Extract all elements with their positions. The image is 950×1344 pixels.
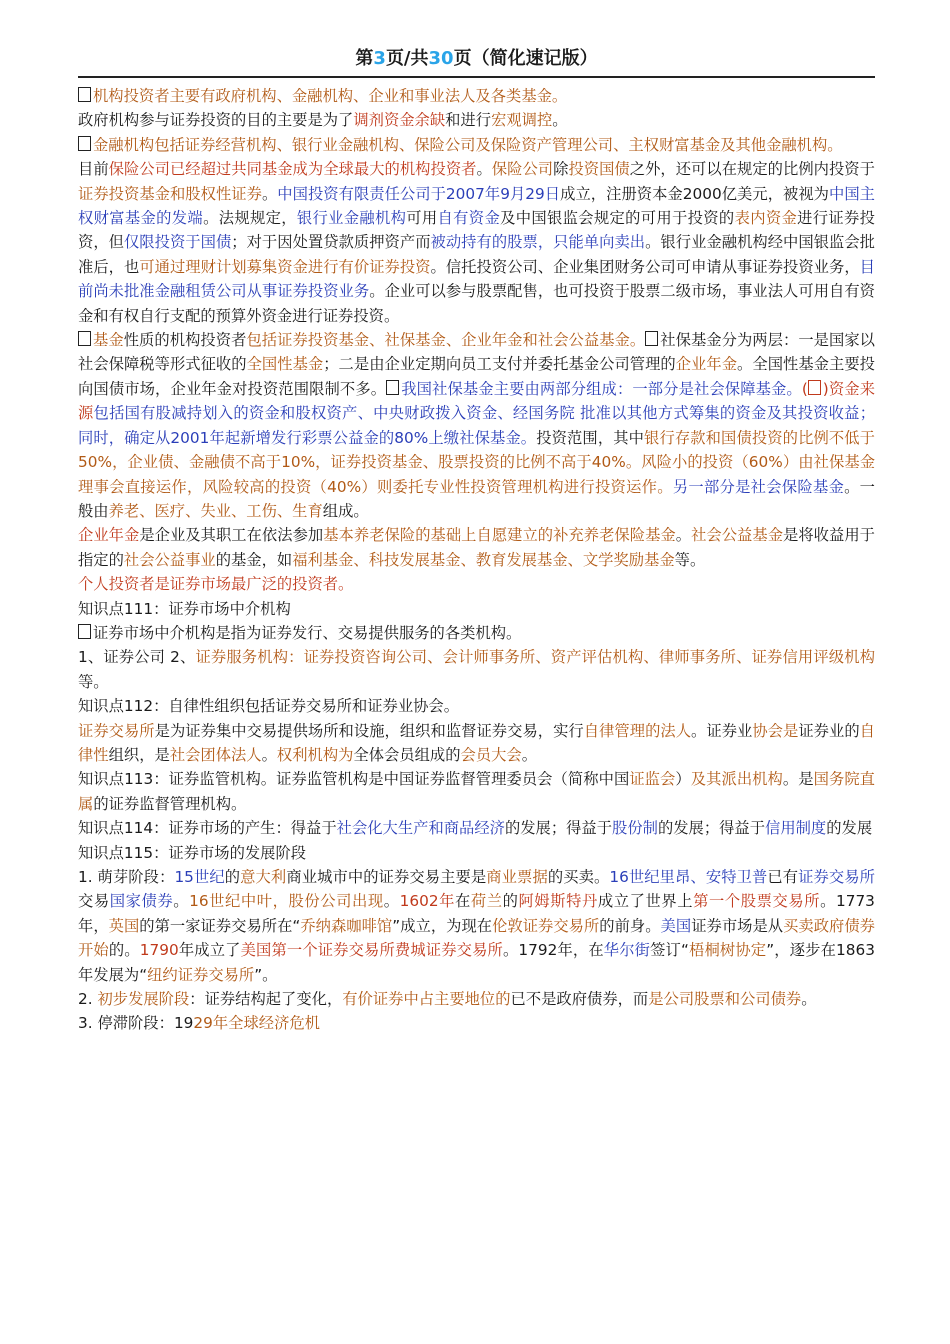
text-run: 的证券监督管理机构。 (93, 794, 247, 813)
paragraph (78, 719, 875, 768)
text-run: 可通过理财计划募集资金进行有价证券投资 (139, 257, 431, 276)
text-run: 交易 (78, 892, 110, 911)
header-prefix: 第 (355, 48, 374, 69)
paragraph (78, 841, 875, 865)
text-run: 1602年 (399, 892, 456, 911)
text-run: ”成立，为现在 (392, 916, 493, 935)
text-run: 。 (383, 892, 400, 911)
text-run: 知识点115：证券市场的发展阶段 (78, 843, 307, 862)
text-run: 初步发展阶段 (97, 990, 190, 1009)
total-pages-number: 30 (428, 48, 454, 69)
text-run: 的第一家证券交易所在“ (139, 916, 301, 935)
text-run: 包括证券投资基金、社保基金、企业年金和社会公益基金。 (246, 331, 646, 350)
text-run: 养老、医疗、失业、工伤、生育 (108, 501, 323, 520)
text-run: 。证券业 (691, 721, 753, 740)
text-run: ( (801, 379, 808, 398)
text-run: 国家债券 (109, 892, 174, 911)
text-run: 已不是政府债券，而 (510, 990, 649, 1009)
text-run: 。 (521, 745, 538, 764)
text-run: 社会化大生产和商品经济 (336, 819, 505, 838)
text-run: 2. (78, 990, 98, 1009)
text-run: 之外，还可以在规定的比例内投资于 (629, 160, 875, 179)
text-run: 阿姆斯特丹 (518, 892, 598, 911)
text-run: 。 (552, 111, 568, 130)
text-run: 包括国有股减持划入的资金和股权资产、中央财政拨入资金、经国务院 批准以其他方式筹集的资金及其投资收益；同时，确定从2001年起新增发行彩票公益金的80%上缴社保基金。 (78, 404, 875, 447)
text-run: 美国第一个证券交易所费城证券交易所 (240, 941, 503, 960)
text-run: 社会公益事业 (123, 550, 216, 569)
text-run: 性质的机构投资者 (123, 331, 247, 350)
text-run: 的基金，如 (215, 550, 293, 569)
text-run: 年成立了 (178, 941, 241, 960)
text-run: 成立，注册资本金2000亿美元，被视为 (560, 184, 830, 203)
text-run: 知识点114：证券市场的产生：得益于 (78, 819, 337, 838)
text-run: 全国性基金 (246, 355, 324, 374)
text-run: 。 (476, 160, 492, 179)
checkbox-square-icon (808, 380, 821, 395)
text-run: 个人投资者是证券市场最广泛的投资者。 (78, 575, 354, 594)
text-run: ) (822, 379, 829, 398)
paragraph (78, 108, 875, 132)
text-run: 。全国性基金主要投向国债市场，企业年金对投资范围限制不多。 (78, 355, 875, 398)
text-run: 。 (173, 892, 190, 911)
text-run: 目前 (78, 160, 109, 179)
text-run: 。是 (782, 770, 814, 789)
text-run: 买卖政府债券开始 (78, 916, 875, 960)
text-run: 29年全球经济危机 (193, 1014, 320, 1033)
text-run: 的 (224, 868, 241, 886)
paragraph (78, 865, 875, 987)
text-run: 基本养老保险的基础上自愿建立的补充养老保险基金 (323, 526, 676, 545)
paragraph (78, 84, 875, 108)
document-body (78, 84, 875, 1036)
text-run: 股份制 (612, 819, 658, 838)
text-run: 知识点111：证券市场中介机构 (78, 599, 291, 618)
text-run: 和进行 (445, 111, 492, 130)
text-run: 。1773年， (78, 892, 875, 935)
text-run: 机构投资者主要有政府机构、金融机构、企业和事业法人及各类基金。 (93, 87, 568, 105)
text-run: 意大利 (240, 868, 287, 886)
text-run: 自律性 (78, 721, 875, 764)
text-run: ） (675, 770, 691, 789)
text-run: 。 (261, 745, 277, 764)
text-run: 已有 (767, 868, 799, 886)
text-run: 是企业及其职工在依法参加 (139, 526, 324, 545)
text-run: 的发展；得益于 (504, 819, 613, 838)
text-run: 企业年金 (78, 526, 140, 545)
text-run: 是公司股票和公司债券 (648, 990, 802, 1009)
text-run: 协会是 (752, 721, 799, 740)
text-run: 。法规规定， (203, 209, 297, 228)
text-run: 纽约证券交易所 (147, 965, 255, 984)
text-run: 的买卖。 (547, 868, 610, 886)
text-run: 是为证券集中交易提供场所和设施，组织和监督证券交易，实行 (154, 721, 584, 740)
text-run: 3. 停滞阶段：19 (78, 1014, 194, 1033)
paragraph (78, 767, 875, 816)
text-run: 银行业金融机构 (296, 209, 407, 228)
text-run: 中国主权财富基金的发端 (78, 184, 875, 228)
text-run: 权利机构为 (276, 745, 354, 764)
text-run: 全体会员组成的 (353, 745, 461, 764)
text-run: 美国 (660, 916, 692, 935)
text-run: 。 (801, 990, 817, 1009)
text-run: 企业年金 (675, 355, 738, 374)
text-run: 等。 (78, 672, 109, 691)
text-run: 15世纪 (174, 868, 225, 886)
checkbox-square-icon (78, 331, 91, 346)
text-run: 社保基金分为两层：一是国家以社会保障税等形式征收的 (78, 331, 875, 374)
text-run: 资金来源 (78, 379, 875, 423)
text-run: ；对于因处置贷款质押资产而 (231, 233, 431, 252)
text-run: 证券市场是从 (691, 916, 784, 935)
paragraph (78, 987, 875, 1011)
text-run: 及中国银监会规定的可用于投资的 (500, 209, 735, 228)
text-run: 成立了世界上 (597, 892, 694, 911)
text-run: 组织，是 (108, 745, 170, 764)
text-run: 自律管理的法人 (583, 721, 692, 740)
text-run: 伦敦证券交易所 (492, 916, 600, 935)
text-run: 金融机构包括证券经营机构、银行业金融机构、保险公司及保险资产管理公司、主权财富基金及其他金融机构。 (93, 135, 843, 154)
text-run: ”，逐步在1863年发展为“ (78, 941, 875, 984)
text-run: 仅限投资于国债 (123, 233, 232, 252)
text-run: 进行证券投资，但 (78, 209, 875, 252)
paragraph (78, 1011, 875, 1035)
text-run: 可用 (406, 209, 438, 228)
text-run: 证券服务机构：证券投资咨询公司、会计师事务所、资产评估机构、律师事务所、证券信用评级机构 (195, 648, 875, 667)
paragraph (78, 816, 875, 840)
text-run: 在 (455, 892, 471, 911)
text-run: ”。 (254, 965, 278, 984)
text-run: 社会团体法人 (169, 745, 262, 764)
text-run: 1790 (139, 941, 179, 960)
checkbox-square-icon (386, 380, 399, 395)
text-run: 是将收益用于指定的 (78, 526, 875, 569)
text-run: 。 (261, 184, 278, 203)
text-run: 表内资金 (734, 209, 798, 228)
text-run: 乔纳森咖啡馆 (300, 916, 393, 935)
text-run: 第一个股票交易所 (693, 892, 821, 911)
text-run: 宏观调控 (491, 111, 553, 130)
paragraph (78, 157, 875, 328)
text-run: 证券交易所 (78, 721, 155, 740)
text-run: 荷兰 (470, 892, 503, 911)
text-run: ：证券结构起了变化， (189, 990, 343, 1009)
text-run: 证券交易所 (798, 868, 875, 886)
text-run: 。 (675, 526, 692, 545)
paragraph (78, 694, 875, 718)
text-run: 投资国债 (568, 160, 630, 179)
text-run: 自有资金 (437, 209, 501, 228)
text-run: 证券投资基金和股权性证券 (78, 184, 262, 203)
header-mid: 页/共 (385, 48, 429, 69)
text-run: 另一部分是社会保险基金 (672, 477, 845, 496)
text-run: 华尔街 (603, 941, 651, 960)
text-run: 1. 萌芽阶段： (78, 868, 175, 886)
text-run: 英国 (108, 916, 140, 935)
page-header (78, 42, 875, 78)
text-run: 国务院直属 (78, 770, 875, 813)
checkbox-square-icon (645, 331, 658, 346)
text-run: 16世纪里昂、安特卫普 (609, 868, 768, 886)
text-run: 银行存款和国债投资的比例不低于50%，企业债、金融债不高于10%，证券投资基金、股票投资的比例不高于40%。风险小的投资（60%）由社保基金理事会直接运作，风险较高的投资（40%）则委托专业性投资管理机构进行投资运作。 (78, 428, 875, 496)
paragraph (78, 597, 875, 621)
text-run: 投资范围，其中 (536, 428, 645, 447)
text-run: 我国社保基金主要由两部分组成：一部分是社会保障基金。 (401, 379, 802, 398)
text-run: 签订“ (650, 941, 689, 960)
text-run: 政府机构参与证券投资的目的主要是为了 (78, 111, 354, 130)
text-run: 。信托投资公司、企业集团财务公司可申请从事证券投资业务， (430, 257, 860, 276)
text-run: 。一般由 (78, 477, 875, 520)
text-run: 有价证券中占主要地位的 (342, 990, 511, 1009)
text-run: 商业票据 (486, 868, 548, 886)
header-suffix: 页（简化速记版） (453, 48, 598, 69)
checkbox-square-icon (78, 136, 91, 151)
text-run: 组成。 (322, 501, 369, 520)
paragraph (78, 328, 875, 523)
text-run: 证监会 (629, 770, 676, 789)
text-run: 。银行业金融机构经中国银监会批准后，也 (78, 233, 875, 276)
text-run: 的。 (108, 941, 140, 960)
text-run: 除 (553, 160, 569, 179)
paragraph (78, 523, 875, 572)
text-run: 及其派出机构 (690, 770, 783, 789)
text-run: 基金 (93, 331, 124, 350)
text-run: 保险公司 (491, 160, 554, 179)
text-run: 16世纪中叶，股份公司出现 (189, 892, 384, 911)
text-run: 被动持有的股票，只能单向卖出 (430, 233, 646, 252)
text-run: 的前身。 (599, 916, 661, 935)
paragraph (78, 645, 875, 694)
current-page-number: 3 (373, 48, 386, 69)
text-run: 1、证券公司 2、 (78, 648, 196, 667)
text-run: 目前尚未批准金融租赁公司从事证券投资业务 (78, 257, 875, 301)
text-run: 的 (502, 892, 519, 911)
text-run: 知识点112：自律性组织包括证券交易所和证券业协会。 (78, 697, 460, 716)
text-run: 会员大会 (460, 745, 522, 764)
text-run: 福利基金、科技发展基金、教育发展基金、文学奖励基金 (292, 550, 675, 569)
text-run: ；二是由企业定期向员工支付并委托基金公司管理的 (323, 355, 676, 374)
text-run: 知识点113：证券监管机构。证券监管机构是中国证券监督管理委员会（简称中国 (78, 770, 630, 789)
checkbox-square-icon (78, 87, 91, 102)
text-run: 调剂资金余缺 (353, 111, 446, 130)
text-run: 的发展；得益于 (657, 819, 766, 838)
text-run: 等。 (674, 550, 706, 569)
paragraph (78, 572, 875, 596)
text-run: 梧桐树协定 (688, 941, 767, 960)
text-run: 证券业的 (798, 721, 860, 740)
text-run: 证券市场中介机构是指为证券发行、交易提供服务的各类机构。 (93, 623, 522, 642)
document-page (78, 42, 875, 1036)
text-run: 社会公益基金 (691, 526, 784, 545)
text-run: 。企业可以参与股票配售，也可投资于股票二级市场，事业法人可用自有资金和有权自行支配的预算外资金进行证券投资。 (78, 282, 875, 325)
text-run: 保险公司已经超过共同基金成为全球最大的机构投资者 (108, 160, 477, 179)
text-run: 商业城市中的证券交易主要是 (286, 868, 487, 886)
paragraph (78, 621, 875, 645)
paragraph (78, 133, 875, 157)
text-run: 中国投资有限责任公司于2007年9月29日 (277, 184, 561, 203)
text-run: 信用制度 (765, 819, 827, 838)
checkbox-square-icon (78, 624, 91, 639)
text-run: 的发展 (826, 819, 873, 838)
text-run: 。1792年，在 (502, 941, 604, 960)
